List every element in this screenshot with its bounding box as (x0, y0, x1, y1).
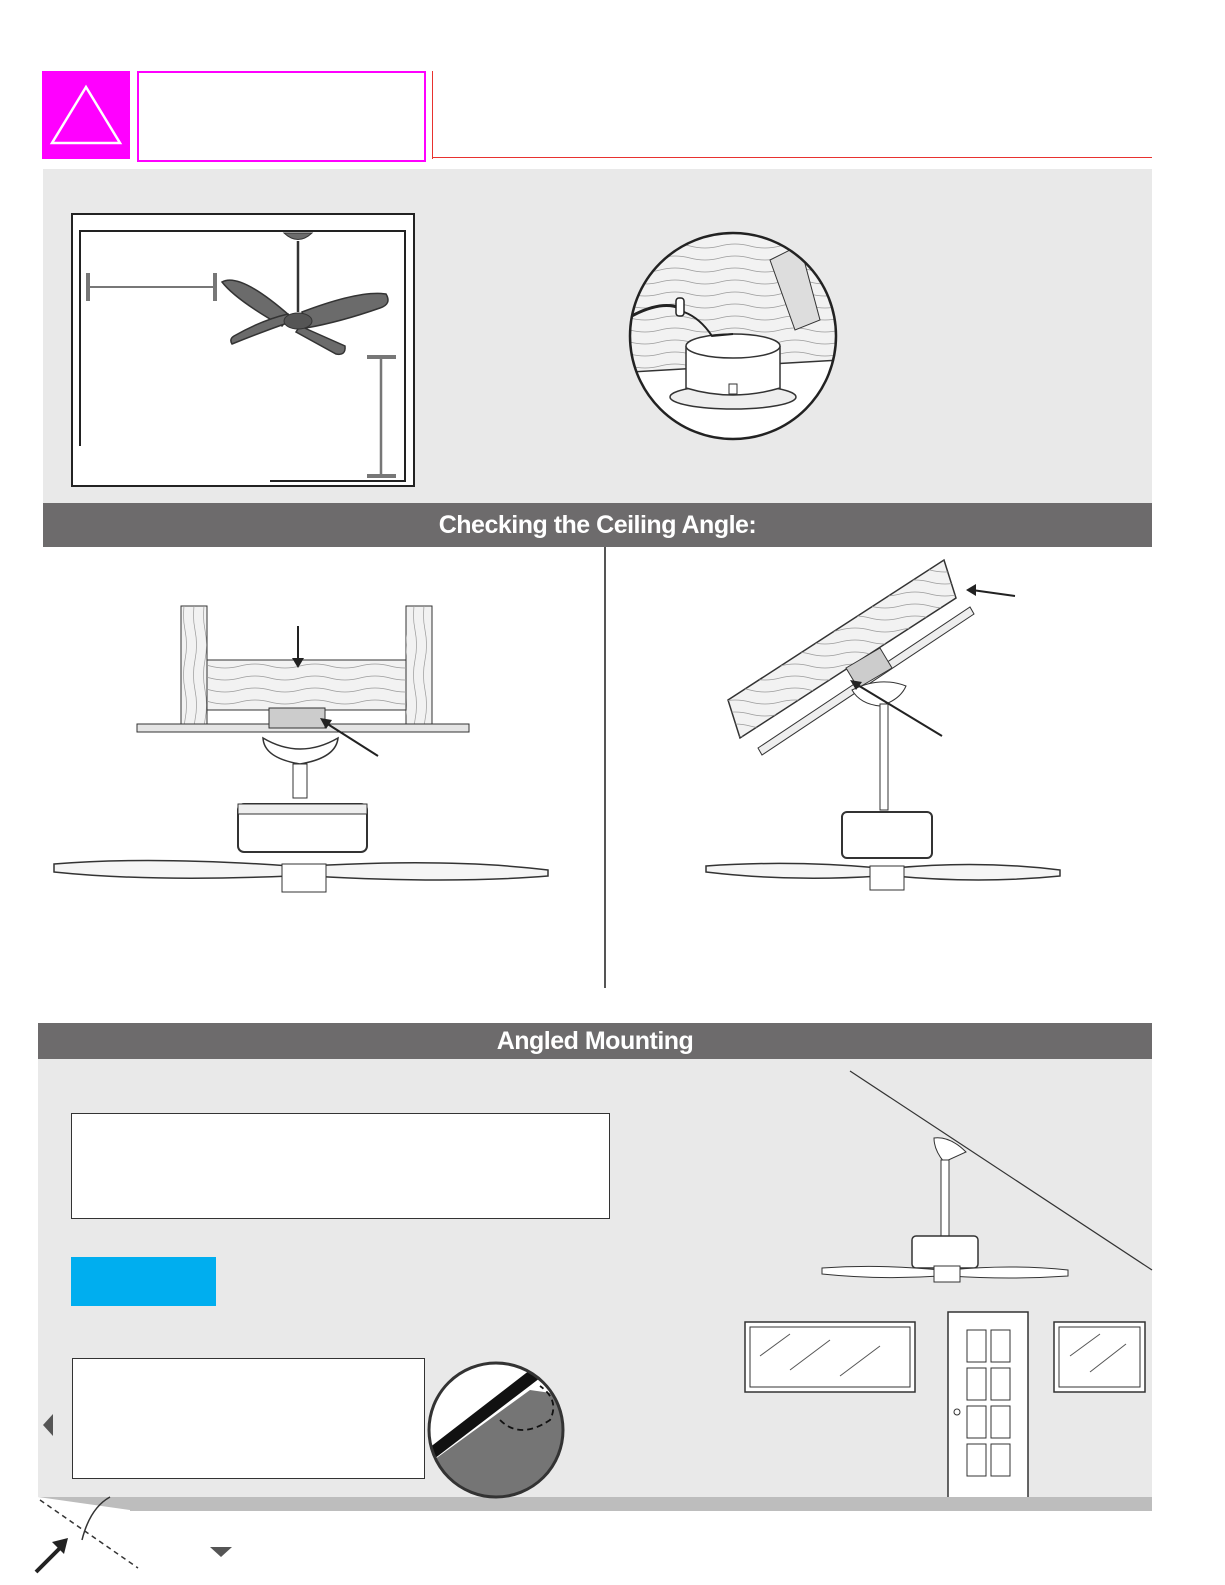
clearance-diagram (72, 214, 414, 486)
section-bar-angled-mounting: Angled Mounting (38, 1023, 1152, 1059)
sloped-ceiling-detail (420, 1363, 600, 1520)
sloped-ceiling-fan (706, 560, 1060, 890)
triangle-left-icon (43, 1414, 53, 1436)
triangle-down-icon (210, 1547, 232, 1557)
angle-indicator (36, 1497, 138, 1585)
flat-ceiling-fan (54, 606, 548, 892)
section-bar-ceiling-angle: Checking the Ceiling Angle: (43, 503, 1152, 547)
vaulted-room-scene (742, 1071, 1152, 1511)
outlet-box-detail (620, 230, 850, 439)
